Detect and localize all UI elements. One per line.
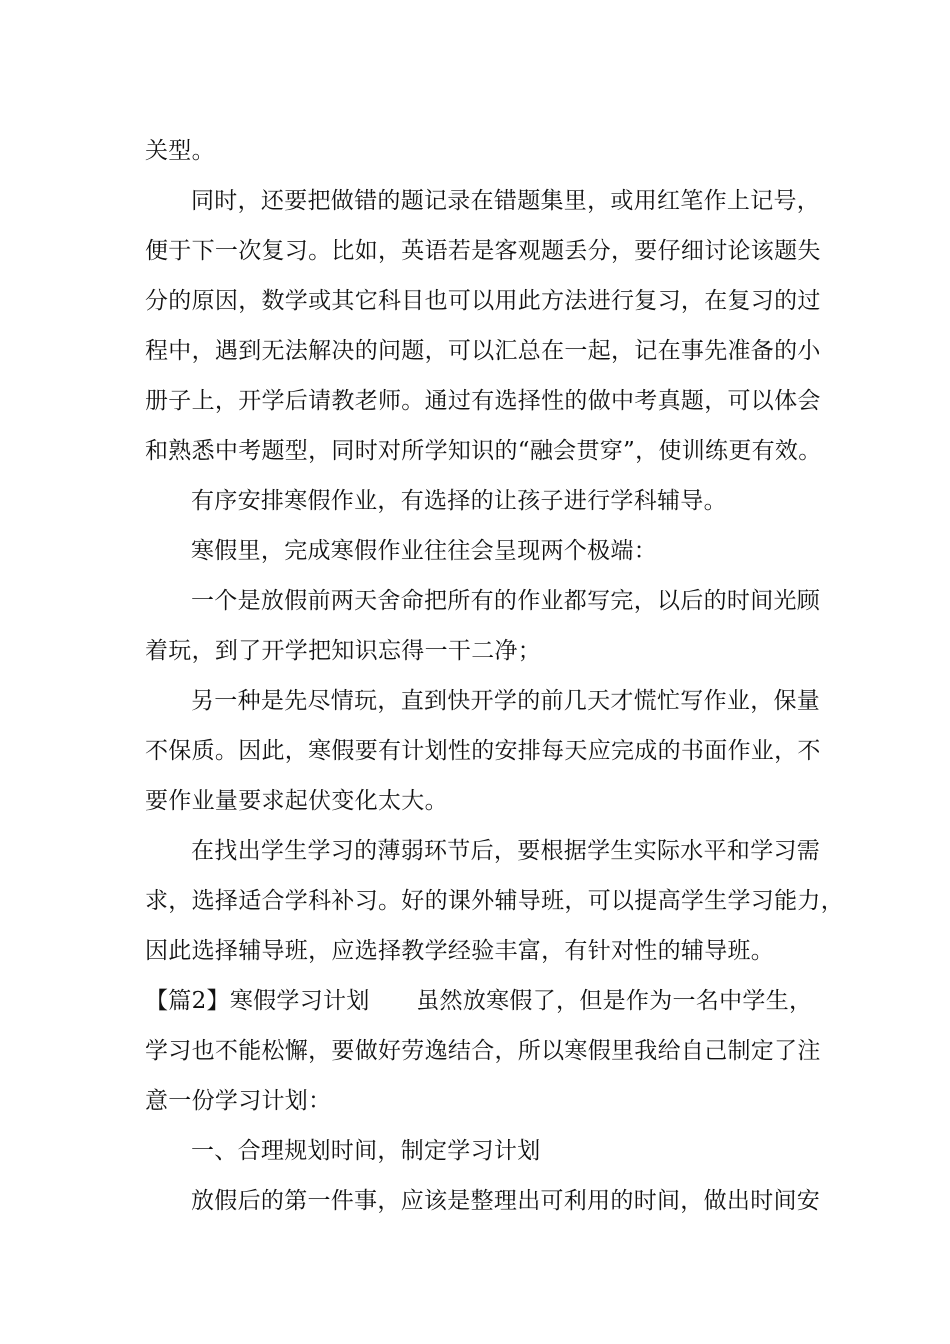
text-line: 有序安排寒假作业，有选择的让孩子进行学科辅导。 (191, 488, 727, 514)
text-line: 关型。 (145, 138, 215, 164)
text-line: 不保质。因此，寒假要有计划性的安排每天应完成的书面作业，不 (145, 738, 821, 764)
text-line: 学习也不能松懈，要做好劳逸结合，所以寒假里我给自己制定了注 (145, 1038, 821, 1064)
text-line: 因此选择辅导班，应选择教学经验丰富，有针对性的辅导班。 (145, 938, 775, 964)
text-line: 另一种是先尽情玩，直到快开学的前几天才慌忙写作业，保量 (191, 688, 821, 714)
text-line: 分的原因，数学或其它科目也可以用此方法进行复习，在复习的过 (145, 288, 821, 314)
text-line: 求，选择适合学科补习。好的课外辅导班，可以提高学生学习能力， (145, 888, 844, 914)
text-line: 程中，遇到无法解决的问题，可以汇总在一起，记在事先准备的小 (145, 338, 821, 364)
text-line: 在找出学生学习的薄弱环节后，要根据学生实际水平和学习需 (191, 838, 821, 864)
text-line: 一个是放假前两天舍命把所有的作业都写完，以后的时间光顾 (191, 588, 821, 614)
text-line: 着玩，到了开学把知识忘得一干二净； (145, 638, 542, 664)
text-line: 要作业量要求起伏变化太大。 (145, 788, 448, 814)
text-line: 放假后的第一件事，应该是整理出可利用的时间，做出时间安 (191, 1188, 821, 1214)
text-line: 册子上，开学后请教老师。通过有选择性的做中考真题，可以体会 (145, 388, 821, 414)
text-line: 寒假里，完成寒假作业往往会呈现两个极端： (191, 538, 657, 564)
section-heading-line: 【篇2】寒假学习计划 虽然放寒假了，但是作为一名中学生， (145, 988, 813, 1014)
text-line: 同时，还要把做错的题记录在错题集里，或用红笔作上记号， (191, 188, 821, 214)
text-line: 和熟悉中考题型，同时对所学知识的“融会贯穿”，使训练更有效。 (145, 438, 822, 464)
text-line: 意一份学习计划： (145, 1088, 332, 1114)
subheading-line: 一、合理规划时间，制定学习计划 (191, 1138, 541, 1164)
text-line: 便于下一次复习。比如，英语若是客观题丢分，要仔细讨论该题失 (145, 238, 821, 264)
